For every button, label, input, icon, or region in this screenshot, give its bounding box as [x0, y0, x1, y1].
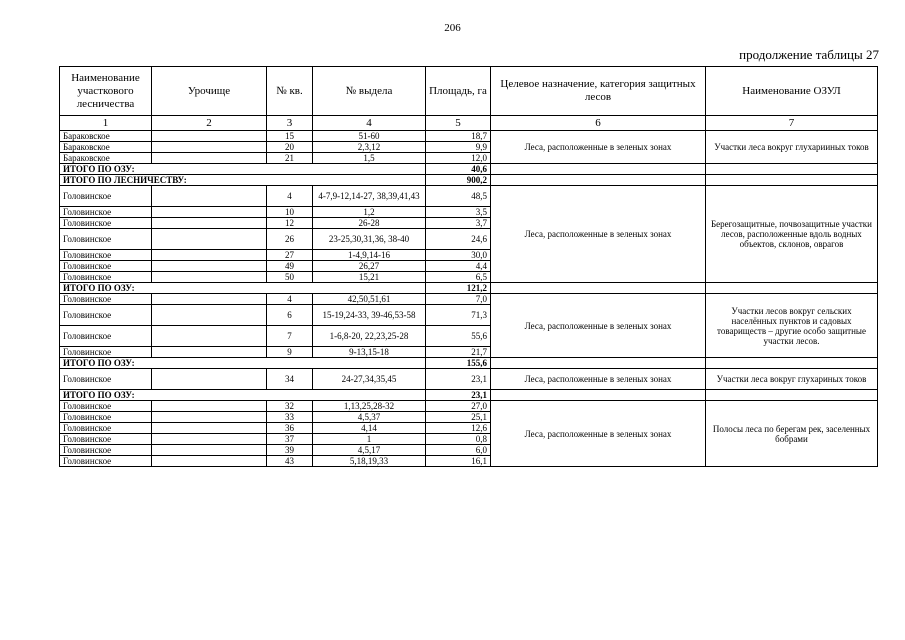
area-value: 18,7 [426, 131, 491, 142]
tract-cell [152, 218, 267, 229]
header-tract: Урочище [152, 67, 267, 116]
purpose-category: Леса, расположенные в зеленых зонах [491, 294, 706, 358]
forestry-name: Головинское [60, 250, 152, 261]
quarter-number: 4 [267, 186, 313, 207]
area-value: 12,6 [426, 423, 491, 434]
tract-cell [152, 272, 267, 283]
forestry-total-row [60, 175, 878, 186]
quarter-number: 20 [267, 142, 313, 153]
quarter-number: 9 [267, 347, 313, 358]
empty-cell [706, 358, 878, 369]
purpose-category: Леса, расположенные в зеленых зонах [491, 401, 706, 467]
forestry-name: Головинское [60, 445, 152, 456]
tract-cell [152, 229, 267, 250]
forestry-name: Головинское [60, 423, 152, 434]
quarter-number: 4 [267, 294, 313, 305]
ozu-total-row [60, 283, 878, 294]
empty-cell [706, 390, 878, 401]
allotment-numbers: 1,5 [313, 153, 426, 164]
tract-cell [152, 347, 267, 358]
quarter-number: 12 [267, 218, 313, 229]
quarter-number: 39 [267, 445, 313, 456]
ozul-name: Берегозащитные, почвозащитные участки лесов, расположенные вдоль водных объектов, склонов, оврагов [706, 186, 878, 283]
tract-cell [152, 261, 267, 272]
ozu-total-label: ИТОГО ПО ОЗУ: [60, 390, 426, 401]
allotment-numbers: 42,50,51,61 [313, 294, 426, 305]
ozu-total-row [60, 390, 878, 401]
table-row [60, 294, 878, 305]
ozu-total-label: ИТОГО ПО ОЗУ: [60, 358, 426, 369]
tract-cell [152, 423, 267, 434]
quarter-number: 21 [267, 153, 313, 164]
allotment-numbers: 1,13,25,28-32 [313, 401, 426, 412]
quarter-number: 26 [267, 229, 313, 250]
header-forestry: Наименование участкового лесничества [60, 67, 152, 116]
table-row [60, 369, 878, 390]
ozul-name: Участки лесов вокруг сельских населённых пунктов и садовых товариществ – другие особо защитные участки лесов. [706, 294, 878, 358]
header-area: Площадь, га [426, 67, 491, 116]
area-value: 23,1 [426, 369, 491, 390]
allotment-numbers: 15-19,24-33, 39-46,53-58 [313, 305, 426, 326]
allotment-numbers: 4,5,17 [313, 445, 426, 456]
area-value: 25,1 [426, 412, 491, 423]
area-value: 4,4 [426, 261, 491, 272]
area-value: 71,3 [426, 305, 491, 326]
tract-cell [152, 153, 267, 164]
quarter-number: 6 [267, 305, 313, 326]
tract-cell [152, 434, 267, 445]
ozul-name: Участки леса вокруг глухарииных токов [706, 131, 878, 164]
tract-cell [152, 250, 267, 261]
quarter-number: 43 [267, 456, 313, 467]
quarter-number: 15 [267, 131, 313, 142]
forestry-name: Головинское [60, 218, 152, 229]
quarter-number: 49 [267, 261, 313, 272]
allotment-numbers: 26,27 [313, 261, 426, 272]
area-value: 0,8 [426, 434, 491, 445]
column-number: 3 [267, 116, 313, 131]
quarter-number: 32 [267, 401, 313, 412]
allotment-numbers: 4-7,9-12,14-27, 38,39,41,43 [313, 186, 426, 207]
allotment-numbers: 1,2 [313, 207, 426, 218]
area-value: 3,7 [426, 218, 491, 229]
area-value: 48,5 [426, 186, 491, 207]
area-value: 21,7 [426, 347, 491, 358]
allotment-numbers: 26-28 [313, 218, 426, 229]
tract-cell [152, 305, 267, 326]
allotment-numbers: 2,3,12 [313, 142, 426, 153]
allotment-numbers: 1 [313, 434, 426, 445]
area-value: 7,0 [426, 294, 491, 305]
table-row [60, 186, 878, 207]
allotment-numbers: 9-13,15-18 [313, 347, 426, 358]
ozu-total-row [60, 358, 878, 369]
forestry-name: Головинское [60, 347, 152, 358]
quarter-number: 37 [267, 434, 313, 445]
forestry-name: Бараковское [60, 153, 152, 164]
area-value: 6,5 [426, 272, 491, 283]
forestry-name: Головинское [60, 434, 152, 445]
quarter-number: 50 [267, 272, 313, 283]
forestry-name: Головинское [60, 456, 152, 467]
quarter-number: 27 [267, 250, 313, 261]
column-number: 7 [706, 116, 878, 131]
tract-cell [152, 142, 267, 153]
forestry-name: Головинское [60, 401, 152, 412]
empty-cell [491, 358, 706, 369]
ozu-total-value: 23,1 [426, 390, 491, 401]
area-value: 16,1 [426, 456, 491, 467]
allotment-numbers: 15,21 [313, 272, 426, 283]
table-continuation-caption: продолжение таблицы 27 [739, 47, 879, 62]
ozu-total-value: 121,2 [426, 283, 491, 294]
empty-cell [491, 164, 706, 175]
quarter-number: 33 [267, 412, 313, 423]
area-value: 24,6 [426, 229, 491, 250]
purpose-category: Леса, расположенные в зеленых зонах [491, 369, 706, 390]
allotment-numbers: 24-27,34,35,45 [313, 369, 426, 390]
purpose-category: Леса, расположенные в зеленых зонах [491, 186, 706, 283]
area-value: 55,6 [426, 326, 491, 347]
tract-cell [152, 326, 267, 347]
forestry-name: Головинское [60, 229, 152, 250]
forestry-name: Головинское [60, 186, 152, 207]
empty-cell [706, 175, 878, 186]
forestry-name: Головинское [60, 294, 152, 305]
area-value: 27,0 [426, 401, 491, 412]
quarter-number: 10 [267, 207, 313, 218]
allotment-numbers: 4,14 [313, 423, 426, 434]
header-allotment: № выдела [313, 67, 426, 116]
forestry-name: Головинское [60, 412, 152, 423]
ozul-name: Полосы леса по берегам рек, заселенных бобрами [706, 401, 878, 467]
forestry-name: Бараковское [60, 142, 152, 153]
area-value: 9,9 [426, 142, 491, 153]
forest-table [59, 66, 878, 467]
quarter-number: 36 [267, 423, 313, 434]
area-value: 12,0 [426, 153, 491, 164]
forestry-name: Головинское [60, 326, 152, 347]
table-row [60, 131, 878, 142]
empty-cell [706, 283, 878, 294]
tract-cell [152, 401, 267, 412]
ozu-total-label: ИТОГО ПО ОЗУ: [60, 283, 426, 294]
table-row [60, 401, 878, 412]
header-row [60, 67, 878, 116]
tract-cell [152, 456, 267, 467]
forestry-name: Головинское [60, 272, 152, 283]
ozu-total-value: 155,6 [426, 358, 491, 369]
ozu-total-row [60, 164, 878, 175]
area-value: 6,0 [426, 445, 491, 456]
area-value: 30,0 [426, 250, 491, 261]
allotment-numbers: 51-60 [313, 131, 426, 142]
column-number: 1 [60, 116, 152, 131]
tract-cell [152, 294, 267, 305]
header-quarter: № кв. [267, 67, 313, 116]
empty-cell [491, 390, 706, 401]
column-number-row [60, 116, 878, 131]
tract-cell [152, 445, 267, 456]
forestry-total-value: 900,2 [426, 175, 491, 186]
allotment-numbers: 1-4,9,14-16 [313, 250, 426, 261]
forestry-name: Головинское [60, 305, 152, 326]
page-number: 206 [444, 22, 461, 34]
column-number: 5 [426, 116, 491, 131]
ozul-name: Участки леса вокруг глухариных токов [706, 369, 878, 390]
empty-cell [706, 164, 878, 175]
header-ozul: Наименование ОЗУЛ [706, 67, 878, 116]
quarter-number: 34 [267, 369, 313, 390]
area-value: 3,5 [426, 207, 491, 218]
ozu-total-value: 40,6 [426, 164, 491, 175]
tract-cell [152, 412, 267, 423]
forestry-name: Бараковское [60, 131, 152, 142]
empty-cell [491, 175, 706, 186]
allotment-numbers: 23-25,30,31,36, 38-40 [313, 229, 426, 250]
tract-cell [152, 186, 267, 207]
tract-cell [152, 207, 267, 218]
quarter-number: 7 [267, 326, 313, 347]
forestry-total-label: ИТОГО ПО ЛЕСНИЧЕСТВУ: [60, 175, 426, 186]
column-number: 2 [152, 116, 267, 131]
forestry-name: Головинское [60, 207, 152, 218]
empty-cell [491, 283, 706, 294]
tract-cell [152, 131, 267, 142]
header-purpose: Целевое назначение, категория защитных лесов [491, 67, 706, 116]
forestry-name: Головинское [60, 261, 152, 272]
ozu-total-label: ИТОГО ПО ОЗУ: [60, 164, 426, 175]
allotment-numbers: 1-6,8-20, 22,23,25-28 [313, 326, 426, 347]
allotment-numbers: 5,18,19,33 [313, 456, 426, 467]
allotment-numbers: 4,5,37 [313, 412, 426, 423]
column-number: 4 [313, 116, 426, 131]
purpose-category: Леса, расположенные в зеленых зонах [491, 131, 706, 164]
forestry-name: Головинское [60, 369, 152, 390]
column-number: 6 [491, 116, 706, 131]
tract-cell [152, 369, 267, 390]
